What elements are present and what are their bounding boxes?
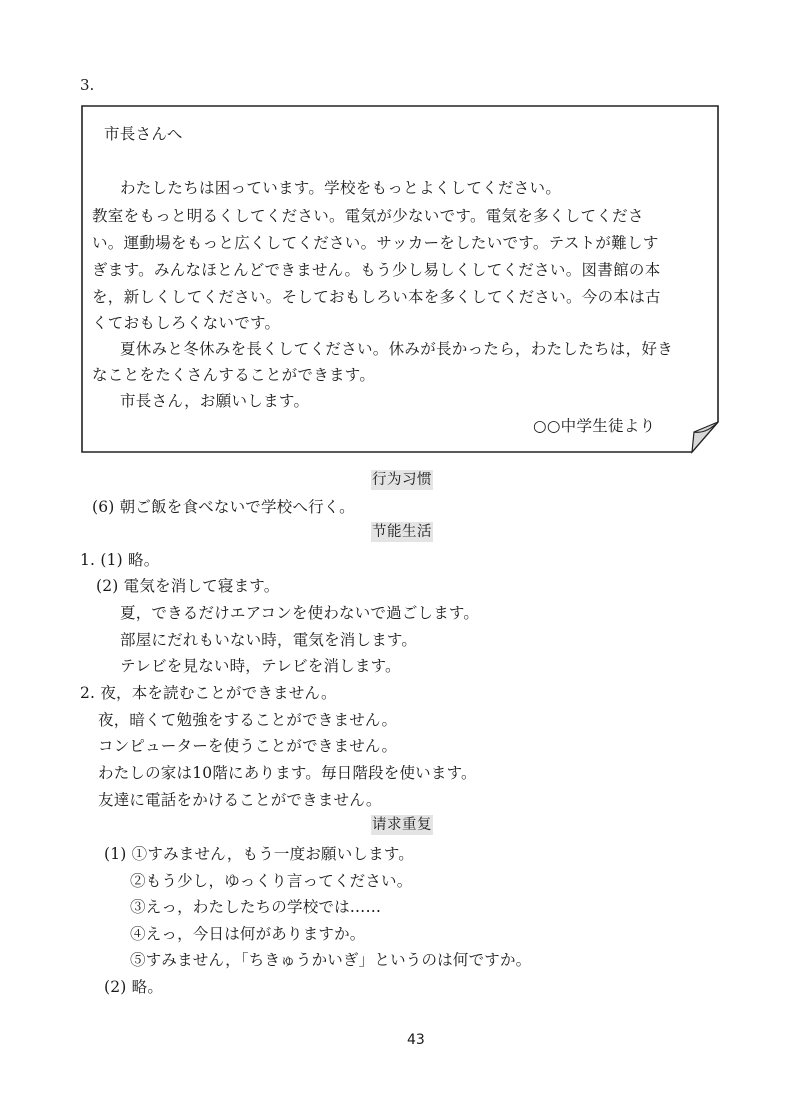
section-heading-energy: 节能生活 xyxy=(372,524,432,540)
repeat-line-2: ②もう少し，ゆっくり言ってください。 xyxy=(130,872,413,890)
letter-line-5: を，新しくしてください。そしておもしろい本を多くしてください。今の本は古 xyxy=(92,288,661,306)
letter-line-7: 夏休みと冬休みを長くしてください。休みが長かったら，わたしたちは，好き xyxy=(120,340,674,358)
question-number: 3. xyxy=(80,76,95,94)
energy-line-3: 夏，できるだけエアコンを使わないで過ごします。 xyxy=(120,604,480,622)
letter-line-6: くておもしろくないです。 xyxy=(92,314,281,332)
energy-line-4: 部屋にだれもいない時，電気を消します。 xyxy=(120,631,418,649)
repeat-line-3: ③えっ，わたしたちの学校では…… xyxy=(130,898,382,916)
section-heading-habits: 行为习惯 xyxy=(372,472,432,488)
repeat-line-6: (2) 略。 xyxy=(104,978,164,996)
letter-line-2: 教室をもっと明るくしてください。電気が少ないです。電気を多くしてくださ xyxy=(92,207,644,225)
letter-line-9: 市長さん，お願いします。 xyxy=(120,392,310,410)
letter-signature: ○○中学生徒より xyxy=(533,417,656,435)
energy-line-9: わたしの家は10階にあります。毎日階段を使います。 xyxy=(98,764,477,782)
repeat-line-1: (1) ①すみません，もう一度お願いします。 xyxy=(104,845,414,863)
section-heading-repeat: 请求重复 xyxy=(372,817,432,833)
repeat-line-5: ⑤すみません，「ちきゅうかいぎ」というのは何ですか。 xyxy=(130,951,532,969)
energy-line-8: コンピューターを使うことができません。 xyxy=(98,737,398,755)
letter-line-4: ぎます。みんなほとんどできません。もう少し易しくしてください。図書館の本 xyxy=(92,261,661,279)
letter-line-8: なことをたくさんすることができます。 xyxy=(92,366,376,384)
energy-line-2: (2) 電気を消して寝ます。 xyxy=(96,577,280,595)
letter-salutation: 市長さんへ xyxy=(104,125,183,143)
energy-line-1: 1. (1) 略。 xyxy=(80,551,160,569)
letter-line-1: わたしたちは困っています。学校をもっとよくしてください。 xyxy=(120,179,562,197)
energy-line-5: テレビを見ない時，テレビを消します。 xyxy=(120,657,401,675)
habits-line-1: (6) 朝ご飯を食べないで学校へ行く。 xyxy=(92,498,355,516)
energy-line-7: 夜，暗くて勉強をすることができません。 xyxy=(98,711,398,729)
energy-line-6: 2. 夜，本を読むことができません。 xyxy=(80,684,337,702)
page-number: 43 xyxy=(407,1032,425,1048)
repeat-line-4: ④えっ，今日は何がありますか。 xyxy=(130,925,366,943)
energy-line-10: 友達に電話をかけることができません。 xyxy=(98,791,382,809)
letter-line-3: い。運動場をもっと広くしてください。サッカーをしたいです。テストが難しす xyxy=(92,234,659,252)
